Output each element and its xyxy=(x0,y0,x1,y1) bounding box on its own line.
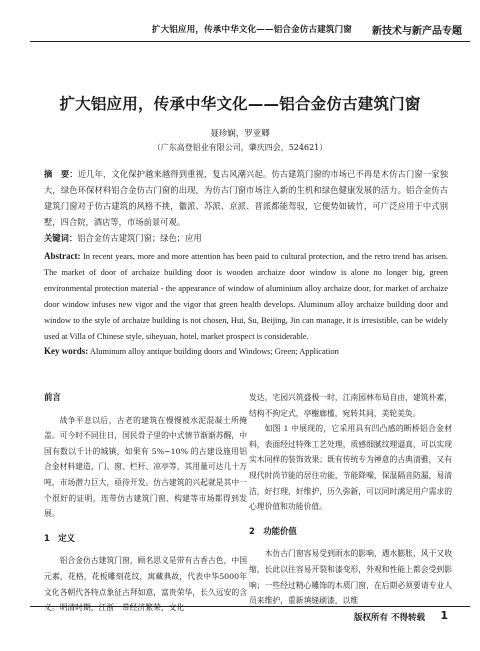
abstract-en-label: Abstract: xyxy=(44,251,81,261)
keywords-cn xyxy=(44,230,448,246)
section-heading-definition: 1 定义 xyxy=(44,532,75,543)
keywords-en-text: Aluminum alloy antique building doors and Windows; Green; Application xyxy=(89,347,339,356)
abstract-en-text: In recent years, more and more attention has been paid to cultural protection, and the retro trend has arisen. The market of door of archaize building door is wooden archaize door window is alone no longer big, green environmental protection material - the appearance of window of aluminium alloy archaize door, for market of archaize door window infuses new vigor and the vigor that green health develops. Aluminum alloy archaize building door and window to the style of archaize building is not chosen, Hui, Su, Beijing, Jin can manage, it is irresistible, can be widely used at Villa of Chinese style, siheyuan, hotel, market prospect is considerable. xyxy=(44,252,449,342)
keywords-en-label: Key words: xyxy=(44,346,89,356)
footer-rule xyxy=(30,606,470,607)
header-rule xyxy=(30,41,470,42)
keywords-en xyxy=(44,343,448,360)
copyright-notice: 版权所有 不得转载 xyxy=(354,613,425,623)
body-paragraph: 战争平息以后，古老的建筑在慢慢被水泥混凝土所掩盖。可今时不同往日，国民骨子里的中式情节渐渐苏醒，中国有数以千计的城镇，如果有 5%~10% 的古建设施用铝合金材料建造，门、窗、栏杆、凉亭等，其用量可达几十万吨，市场潜力巨大，亟待开发。仿古建筑的兴起就是其中一个很好的证明，连带仿古建筑门窗、构建等市场都得到发展。 xyxy=(44,415,247,519)
body-paragraph: 如图 1 中展现的，它采用具有凹凸感的断桥铝合金材料，表面经过特殊工艺处理，质感细腻纹理逼真，可以实现实木同样的装饰效果；既有传统专为禅意的古典清雅，又有现代时尚节能的居住功能，节能降噪，保温隔音防漏，易清洁，好打理，好维护，历久弥新，可以同时满足用户需求的心理价值和功能价值。 xyxy=(249,424,452,512)
page-number: 1 xyxy=(440,609,448,622)
keywords-cn-text: 铝合金仿古建筑门窗；绿色；应用 xyxy=(77,233,202,243)
body-paragraph: 发达，宅园兴筑盛极一时，江南园林布局自由，建筑朴素，结构不拘定式，亭榭廊槛，宛转其间，美轮美奂。 xyxy=(249,393,452,418)
abstract-en xyxy=(44,248,448,346)
body-paragraph: 木仿古门窗容易受到雨水的影响，遇水膨胀，风干又收缩，长此以往容易开裂和漆变形，外观和性能上都会受到影响；一些经过精心雕饰的木质门窗，在后期必须要请专业人员来维护，重新填缝刷漆，以维 xyxy=(249,549,452,606)
section-heading-intro: 前言 xyxy=(44,392,61,402)
abstract-cn xyxy=(44,166,448,230)
body-paragraph: 铝合金仿古建筑门窗，顾名思义是带有古香古色，中国元素，花格，花板雕刻花纹，寓藏典故，代表中华5000年文化各朝代各特点象征古拜如意，富贵荣华，长久远安的含义。明清时期，江浙一带经济繁荣，文化 xyxy=(44,556,247,613)
article-affiliation: （广东高登铝业有限公司，肇庆四会，524621） xyxy=(152,143,328,152)
keywords-cn-label: 关键词： xyxy=(44,233,78,243)
abstract-cn-label: 摘 要： xyxy=(44,169,78,179)
page-header xyxy=(0,22,480,40)
section-heading-function-value: 2 功能价值 xyxy=(249,525,297,536)
article-authors: 聂珍娴，罗亚卿 xyxy=(210,129,270,139)
article-title: 扩大铝应用，传承中华文化——铝合金仿古建筑门窗 xyxy=(59,95,421,113)
column-title: 新技术与新产品专题 xyxy=(372,26,462,37)
body-column-right xyxy=(249,390,452,609)
running-title: 扩大铝应用，传承中华文化——铝合金仿古建筑门窗 xyxy=(151,25,352,35)
abstract-cn-text: 近几年，文化保护越来越得到重视，复古风潮兴起。仿古建筑门窗的市场已不再是木仿古门窗一家独大，绿色环保材料铝合金仿古门窗的出现，为仿古门窗市场注入新的生机和绿色健康发展的活力。铝合金仿古建筑门窗对于仿古建筑的风格不挑，徽派、苏派、京派、晋派都能驾驭，它便势如破竹，可广泛应用于中式别墅，四合院，酒店等，市场前景可观。 xyxy=(44,169,448,227)
body-column-left xyxy=(44,390,247,616)
